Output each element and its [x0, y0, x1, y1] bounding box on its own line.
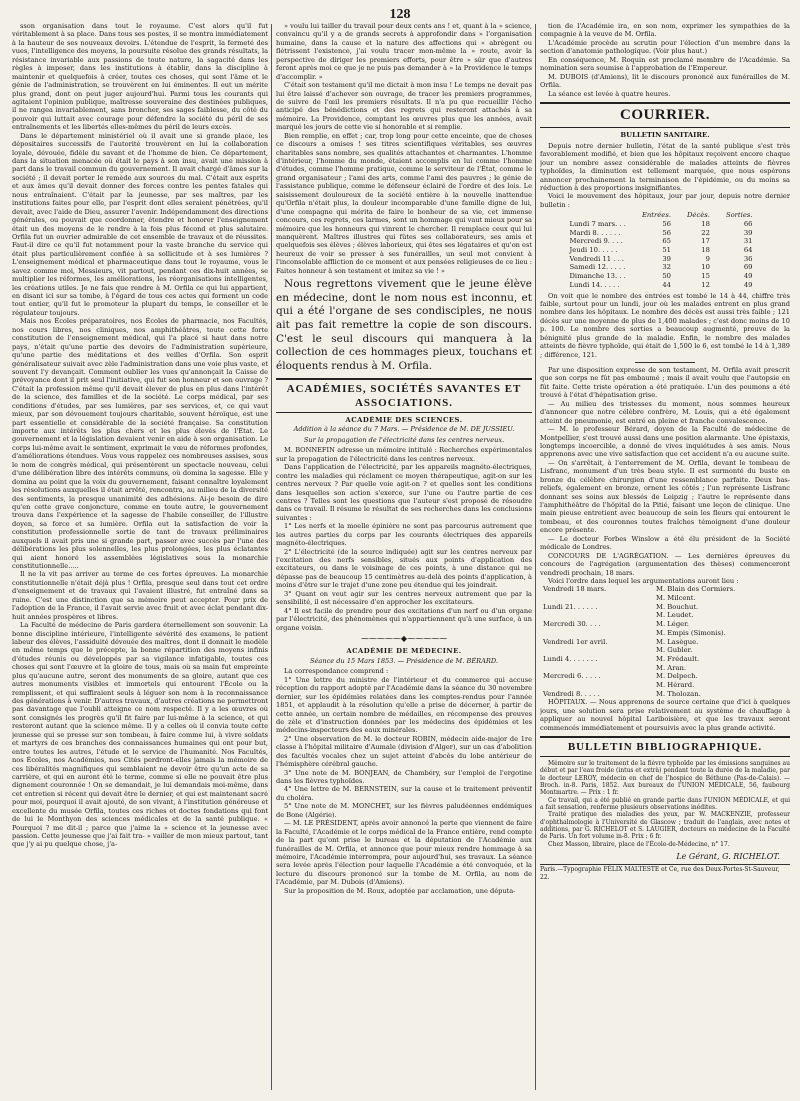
column-right: [540, 22, 790, 1092]
paragraph: La séance est levée à quatre heures.: [548, 89, 671, 98]
section-heading-academies: ACADÉMIES, SOCIÉTÉS SAVANTES ET ASSOCIATIONS.: [276, 378, 532, 413]
session-line: Addition à la séance du 7 Mars. — Présidence de M. DE JUSSIEU.: [293, 425, 515, 434]
table-row: M. Empis (Simonis).: [656, 628, 726, 637]
column-rule: [535, 24, 536, 1090]
paragraph: Bien remplie, en effet ; car, trop long pour cette enceinte, que de choses ce discours a omises ! ses titres scientifiques véritables, ses œuvres charitables sans nombre, ses qualités attachantes et charmantes. L'homme d'intérieur, l'homme du monde, étaient accomplis en lui comme l'homme d'études, comme l'homme pratique, comme le serviteur de l'État, comme le grand organisateur ; l'ami des arts, comme l'ami des pauvres ; le génie de l'assistance publique, comme le défenseur éclairé de l'ordre et des lois. Le saisissement douloureux de la société entière à la nouvelle inattendue qu'Orfila n'était plus, la douleur incomparable d'une famille digne de lui, d'une compagne qui mérita de faire le bonheur de sa vie, cet immense concours, ces regrets, ces larmes, sont un hommage qui vaut mieux pour sa mémoire que les honneurs qui vinrent le chercher. Il remplace ceux qui lui manquèrent. Maîtres illustres qui fûtes ses collaborateurs, ses amis et quelquefois ses élèves ; élèves laborieux, qui êtes ses légataires et qu'on est heureux de voir se presser à ses funérailles, un seul mot convient à l'inconsolable affliction de ce moment et aux pensées religieuses de ce lieu : Faites honneur à son testament et imitez sa vie ! »: [276, 131, 532, 275]
paragraph: M. BONNEFIN adresse un mémoire intitulé : Recherches expérimentales sur la propagation de l'électricité dans les centres nerveux.: [276, 446, 532, 463]
table-row: M. Milcent.: [656, 594, 696, 603]
paragraph: C'était son testament qu'il me dictait à mon insu ! Le temps ne devait pas lui être laissé d'achever son ouvrage, de tracer les premiers programmes, de suivre de l'œil les premiers résultats. Il n'a pu que recueillir l'écho anticipé des bénédictions et des regrets qui resteront attachés à sa mémoire. La Providence, comptant les œuvres plus que les années, avait marqué les jours de cette vie si honorable et si remplie.: [276, 81, 532, 132]
table-row: Vendredi 18 mars. M. Blain des Cormiers.: [543, 585, 736, 594]
table-row: Vendredi 1er avril. M. Lasègue.: [543, 637, 699, 646]
paragraph: sson organisation dans tout le royaume. C'est alors qu'il fut véritablement à sa place. Dans tous ses postes, il se montra immédiatement à la hauteur de ses nouveaux devoirs. L'étendue de l'esprit, la fermeté des vues, l'intelligence des moyens, la poursuite résolue des grands résultats, la résistance invariable aux passions de toute nature, la sagacité dans les règles à imposer, dans les institutions à établir, dans la discipline à maintenir et quelquefois à créer, toutes ces choses, qui sont l'âme et le génie de l'administration, se trouvèrent en lui éminentes. Il eut un mérite plus grand, dont on peut juger aujourd'hui. Parmi tous les courants qui agitaient l'opinion publique, maîtresse souveraine des destinées publiques, il ne rangea invariablement, sans broncher, ses sages faiblesse, du côté du pouvoir qui luttait avec courage pour défendre la société du péril de ses entraînements et les libertés elles-mêmes du péril de leurs excès.: [12, 22, 268, 132]
agregation-schedule: [540, 585, 790, 698]
bibliography-entry: Traité pratique des maladies des yeux, par W. MACKENZIE, professeur d'ophthalmologie à l'Université de Glascow ; traduit de l'anglais, avec notes et additions, par G. RICHELOT et S. LAUGIER, docteurs en médecine de la Faculté de Paris. Un fort volume in-8. Prix : 6 fr.: [540, 811, 790, 841]
academy-sciences-heading: ACADÉMIE DES SCIENCES.: [345, 415, 463, 424]
editor-note: Nous regrettons vivement que le jeune élève en médecine, dont le nom nous est inconnu, et qui a été l'organe de ses condisciples, ne nous ait pas fait remettre la copie de son discours. C'est le seul discours qui manquera à la collection de ces hommages pieux, touchans et éloquents rendus à M. Orfila.: [276, 278, 532, 372]
courrier-heading: COURRIER.: [540, 102, 790, 128]
paragraph: On voit que le nombre des entrées est tombé le 14 à 44, chiffre très faible, surtout pour un lundi, jour où les malades entrent en plus grand nombre dans les hôpitaux. Le nombre des décès est aussi très faible ; 121 décès sur une moyenne de plus de 1,400 malades ; c'est donc moins de 10 p. 100. Le nombre des sorties a beaucoup augmenté, preuve de la bénignité plus grande de la maladie. Enfin, le nombre des malades atteints de fièvre typhoïde, qui était de 1,500 le 6, est tombé le 14 à 1,389 ; différence, 121.: [540, 291, 790, 359]
paragraph: Dans l'application de l'électricité, par les appareils magnéto-électriques, contre les maladies qui réclament ce moyen thérapeutique, agit-on sur les centres nerveux ? Par quelle voie agit-on ? et quelles sont les conditions dans lesquelles son action s'exerce, sur l'une ou l'autre partie de ces centres ? Telles sont les questions que l'auteur s'est proposé de résoudre dans ce travail. Il résume le résultat de ses recherches dans les conclusions suivantes :: [276, 463, 532, 522]
bulletin-sanitaire-heading: BULLETIN SANITAIRE.: [620, 131, 710, 140]
gerant-signature: Le Gérant, G. RICHELOT.: [676, 851, 780, 861]
table-row: M. Hérard.: [656, 680, 695, 689]
paragraph: M. DUBOIS (d'Amiens), lit le discours prononcé aux funérailles de M. Orfila.: [540, 72, 790, 90]
printer-imprint: Paris.—Typographie FÉLIX MALTESTE et Ce, rue des Deux-Portes-St-Sauveur, 22.: [540, 864, 790, 881]
table-row: M. Gubler.: [656, 646, 693, 655]
paragraph: Dans le département ministériel où il avait une si grande place, les dépositaires successifs de l'autorité trouvèrent en lui la collaboration loyale, dévouée, fidèle du savant et de l'homme de bien. Ce département, dans la situation menacée où était le pays à son insu, avait une mission à part dans le travail commun du gouvernement. Il avait chargé d'âmes sur la société ; il devait porter le remède aux sources du mal. C'était aux esprits et aux âmes qu'il devait donner des forces contre les pentes fatales qui nous entraînaient. C'était par la jeunesse, par ses maîtres, par les institutions faites pour elle, par l'esprit dont elles seraient pénétrées, qu'il devait, avec l'aide de Dieu, assurer l'avenir. Indépendamment des directions générales, ou pouvait que coordonner, étendre et honorer l'enseignement était un des moyens de le rendre à la fois plus fécond et plus salutaire. Orfila fut un ouvrier admirable de cet ensemble de travaux et de réussites. Faut-il dire ce qu'il fut notamment pour la vaste branche du service qui était plus particulièrement confiée à sa sollicitude et à ses lumières ? L'enseignement médical et pharmaceutique dans tout le royaume, vous le savez comme moi, Messieurs, vit partout, pendant ces dix-huit années, se multiplier les réformes, les améliorations, les réorganisations intelligentes, les créations utiles. Je ne fais que rendre à M. Orfila ce qui lui appartient, en disant ici sur sa tombe, à l'égard de tous ces actes qui forment un code tout entier, qu'il fut le promoteur la plupart du temps, le conseiller et le régulateur toujours.: [12, 131, 268, 317]
table-row: M. Aran.: [656, 663, 687, 672]
paragraph: HÔPITAUX. — Nous apprenons de source certaine que d'ici à quelques jours, une solution sera prise relativement au système de chauffage à appliquer au nouvel hôpital Lariboisière, et que les travaux seront commencés immédiatement et poursuivis avec la plus grande activité.: [540, 698, 790, 732]
hospital-movement-table: [569, 211, 760, 289]
paragraph: Il ne la vit pas arriver au terme de ces fortes épreuves. La monarchie constitutionnelle n'était déjà plus ! Orfila, presque seul dans tout cet ordre d'enseignement et de travaux qui l'avaient illustré, fut entraîné dans sa ruine. C'est une distinction que sa mémoire peut accepter. Pour prix de l'adoption de la France, il l'avait servie avec fruit et avec éclat pendant dix-huit années prospères et libres.: [12, 570, 268, 621]
table-row: Mercredi 30. . . . M. Léger.: [543, 620, 689, 629]
paragraph: Voici le mouvement des hôpitaux, jour par jour, depuis notre dernier bulletin :: [540, 192, 790, 209]
paragraph: En conséquence, M. Roquin est proclamé membre de l'Académie. Sa nomination sera soumise à l'approbation de l'Empereur.: [540, 55, 790, 73]
column-header: Décès.: [686, 211, 710, 220]
table-row: Jeudi 10. . . . . 51 18 64: [569, 246, 753, 255]
table-row: Vendredi 8. . . . . M. Tholozan.: [543, 689, 701, 698]
table-row: Mardi 8. . . . . . 56 22 39: [569, 228, 753, 237]
table-row: Lundi 7 mars. . . 56 18 66: [569, 220, 753, 228]
paragraph: — Au milieu des tristesses du moment, nous sommes heureux d'annoncer que notre célèbre confrère, M. Louis, qui a été également atteint de pneumonie, est entré en pleine et franche convalescence.: [540, 399, 790, 425]
paragraph: — M. LE PRÉSIDENT, après avoir annoncé la perte que viennent de faire la Faculté, l'Académie et le corps médical de la France entière, rend compte de la part qu'ont prise le bureau et la députation de l'Académie aux funérailles de M. Orfila, et annonce que pour mieux rendre hommage à sa mémoire, l'Académie interrompra, pour aujourd'hui, ses travaux. La séance sera levée après l'élection pour laquelle l'Académie a été convoquée, et la lecture du discours prononcé sur la tombe de M. Orfila, au nom de l'Académie, par M. Dubois (d'Amiens).: [276, 819, 532, 887]
ornament-divider: ⁓⁓⁓⁓⁓◆⁓⁓⁓⁓⁓: [360, 633, 448, 643]
session-line: Séance du 15 Mars 1853. — Présidence de M. BÉRARD.: [309, 656, 499, 665]
paragraph: » voulu lui tailler du travail pour deux cents ans ! et, quant à la » science, convaincu qu'il y a de grands secrets à approfondir dans » l'organisation humaine, dans la cause et la nature des affections qui » abrègent ou flétrissent l'existence, j'ai voulu tracer mon-même la » route, avoir la perspective de diriger les premiers efforts, pour être » sûr que d'autres feront après moi ce que je ne puis pas demander à » la Providence le temps d'accomplir. »: [276, 22, 532, 81]
table-row: Dimanche 13. . . 50 15 49: [569, 272, 753, 281]
paragraph: La Faculté de médecine de Paris gardera éternellement son souvenir. La bonne discipline intérieure, l'intelligente sévérité des examens, le patient labeur des élèves, l'assiduité dévouée des maîtres, dont il donnait le modèle en même temps que le précepte, la bonne répartition des moyens infinis d'études réunis ou développés par sa vigilance infatigable, toutes ces choses qui sont l'œuvre et la gloire de tous, mais où sa main fut empreinte plus qu'aucune autre, seront des monuments de sa gloire, autant que ces autres monuments visibles et immortels qui entourent l'École ou la remplissent, et qui suffiraient seuls à léguer son nom à la reconnaissance des générations à venir. D'autres travaux, d'autres créations ne permettront pas davantage que l'oubli atteigne ce nom respecté. Il y a les œuvres où sont consignés les progrès qu'il fit faire par lui-même à la science, et qui resteront autant que la science même. Il y a celles où il convia toute cette jeunesse qui se presse sur son tombeau, à faire comme lui, à vivre soldats et martyrs de ces branches des connaissances humaines qui ont pour but, entre toutes les autres, l'étude et le service de l'humanité. Nos Facultés, nos Écoles, nos Académies, nos Cités perdront-elles jamais la mémoire de ces libéralités magnifiques qui semblaient ne devoir être qu'un acte de sa carrière, et qui en auront été le terme, comme si elle ne pouvait être plus dignement couronnée ! On se demandait, je lui demandais moi-même, dans cet entretien si récent qui devait être le dernier, et qui est maintenant sacré pour moi, pourquoi il avait ajouté, de son vivant, à l'institution généreuse et excellente du musée Orfila, toutes ces riches et doctes fondations qui font de lui le Monthyon des sciences médicales et de la santé publique. « Pourquoi ? me dit-il ; parce que j'aime la » science et la jeunesse avec passion. Cette jeunesse que j'ai fait tra- » vailler de mon mieux partout, tant que j'y ai pu quelque chose, j'a-: [12, 621, 268, 849]
short-rule: [635, 362, 695, 363]
paragraph: Sur la proposition de M. Roux, adoptée par acclamation, une députa-: [284, 886, 516, 895]
table-row: Lundi 4. . . . . . . M. Frédault.: [543, 654, 700, 663]
page-number: 128: [389, 7, 411, 22]
paragraph: — On s'arrêtait, à l'enterrement de M. Orfila, devant le tombeau de Lisfranc, monument d'un très beau style. Il est surmonté du buste en bronze du célèbre chirurgien d'une ressemblance parfaite. Deux bas-reliefs, également en bronze, ornent les côtés ; l'un représente Lisfranc donnant ses soins aux blessés de Leipzig ; l'autre le représente dans l'amphithéâtre de l'hôpital de la Pitié, faisant une leçon de clinique. Une main pieuse entretient avec beaucoup de soin les fleurs qui entourent le tombeau, et des couronnes toutes fraîches témoignent d'une douleur encore présente.: [540, 458, 790, 535]
bibliography-heading: BULLETIN BIBLIOGRAPHIQUE.: [540, 736, 790, 757]
paragraph: 4° Une lettre de M. BERNSTEIN, sur la cause et le traitement préventif du choléra.: [276, 785, 532, 802]
column-middle: [276, 22, 532, 1092]
paragraph: La correspondance comprend :: [284, 667, 389, 676]
paragraph: 5° Une note de M. MONCHET, sur les fièvres paludéennes endémiques de Bone (Algérie).: [276, 802, 532, 819]
paragraph: 3° Une note de M. BONJEAN, de Chambéry, sur l'emploi de l'ergotine dans les fièvres typhoïdes.: [276, 768, 532, 785]
table-row: Lundi 14. . . . . 44 12 49: [569, 280, 753, 289]
paragraph: 4° Il est facile de prendre pour des excitations d'un nerf ou d'un organe par l'électricité, des phénomènes qui n'appartiennent qu'à une surface, à un organe voisin.: [276, 606, 532, 632]
paragraph: — Le docteur Forbes Winslow a été élu président de la Société médicale de Londres.: [540, 534, 790, 552]
table-row: Lundi 21. . . . . . M. Bouchut.: [543, 602, 699, 611]
bibliography-note: Chez Masson, libraire, place de l'École-de-Médecine, n° 17.: [548, 840, 730, 848]
paragraph: Voici l'ordre dans lequel les argumentations auront lieu :: [548, 576, 739, 585]
column-header: Sorties.: [725, 211, 753, 220]
bibliography-entry: Mémoire sur le traitement de la fièvre typhoïde par les émissions sanguines au début et par l'eau froide (intus et extrà) pendant toute la durée de la maladie, par le docteur LEROY, médecin en chef de l'hospice de Béthune (Pas-de-Calais). — Broch. in-8. Paris, 1852. Aux bureaux de l'UNION MÉDICALE, 56, faubourg Montmartre. — Prix : 1 fr.: [540, 760, 790, 797]
paragraph: 3° Quant on veut agir sur les centres nerveux autrement que par la sensibilité, il est nécessaire d'en approcher les excitateurs.: [276, 589, 532, 607]
paragraph: L'Académie procède au scrutin pour l'élection d'un membre dans la section d'anatomie pathologique. (Voir plus haut.): [540, 38, 790, 56]
paragraph: 2° L'électricité (de la source indiquée) agit sur les centres nerveux par l'excitation des nerfs sensibles, situés aux points d'application des excitateurs, ou dans le voisinage de ces points, à une distance qui ne dépasse pas de beaucoup 15 centimètres au-delà des points d'application, à moins d'être sur le trajet d'une zone peu étendue qui les joindrait.: [276, 547, 532, 590]
paragraph: 2° Une observation de M. le docteur ROBIN, médecin aide-major de 1re classe à l'hôpital militaire d'Aumale (division d'Alger), sur un cas d'abolition des facultés vocales chez un sujet atteint d'abcès du lobe antérieur de l'hémisphère cérébral gauche.: [276, 734, 532, 769]
column-left: [12, 22, 268, 1092]
paragraph: Par une disposition expresse de son testament, M. Orfila avait prescrit que son corps ne fût pas embaumé ; mais il avait voulu que l'autopsie en fût faite. Cette triste opération a été pratiquée. L'un des poumons a été trouvé à l'état d'hépatisation grise.: [540, 366, 790, 400]
paragraph: Depuis notre dernier bulletin, l'état de la santé publique s'est très favorablement modifié, et bien que les hôpitaux reçoivent encore chaque jour un nombre assez considérable de malades atteints de fièvres typhoïdes, la diminution est tellement marquée, que nous espérons annoncer prochainement la terminaison de l'épidémie, ou du moins sa réduction à des proportions insignifiantes.: [540, 141, 790, 192]
table-row: Vendredi 11 . . . 39 9 36: [569, 254, 753, 263]
paragraph: 1° Les nerfs et la moelle épinière ne sont pas parcourus autrement que les autres parties du corps par les courants électriques des appareils magnéto-électriques.: [276, 522, 532, 548]
table-row: Mercredi 6. . . . . M. Delpech.: [543, 672, 698, 681]
table-row: Mercredi 9. . . . 65 17 31: [569, 237, 753, 246]
paragraph: CONCOURS DE L'AGRÉGATION. — Les dernières épreuves du concours de l'agrégation (argumentation des thèses) commenceront vendredi prochain, 18 mars.: [540, 551, 790, 577]
paragraph: tion de l'Académie ira, en son nom, exprimer les sympathies de la compagnie à la veuve de M. Orfila.: [540, 22, 790, 39]
table-row: M. Leudet.: [656, 611, 694, 620]
bibliography-note: Ce travail, qui a été publié en grande partie dans l'UNION MÉDICALE, et qui a fait sensation, renferme plusieurs observations inédites.: [540, 796, 790, 812]
subject-line: Sur la propagation de l'électricité dans les centres nerveux.: [303, 435, 505, 444]
column-header: Entrées.: [641, 211, 671, 220]
column-rule: [271, 24, 272, 1090]
paragraph: — M. le professeur Bérard, doyen de la Faculté de médecine de Montpellier, s'est trouvé aussi dans une position alarmante. Une épistaxis, longtemps incoercible, a donné de vives inquiétudes à ses amis. Nous apprenons avec une vive satisfaction que cet accident n'a eu aucune suite.: [540, 425, 790, 459]
academy-medicine-heading: ACADÉMIE DE MÉDECINE.: [346, 647, 462, 656]
table-row: Samedi 12. . . . . 32 10 69: [569, 263, 753, 272]
paragraph: 1° Une lettre du ministre de l'intérieur et du commerce qui accuse réception du rapport adopté par l'Académie dans la séance du 30 novembre dernier, sur les épidémies relatées dans les comptes-rendus pour l'année 1851, et applaudit à la résolution qu'elle a prise de décerner, à partir de cette année, un certain nombre de médailles, en récompense des preuves de zèle et d'instruction données par les médecins des épidémies et les médecins-inspecteurs des eaux minérales.: [276, 675, 532, 735]
paragraph: Mais nos Écoles préparatoires, nos Écoles de pharmacie, nos Facultés, nos cours libres, nos cliniques, nos amphithéâtres, toute cette forte constitution de l'enseignement médical, qui l'a placé si haut dans notre pays, n'était qu'une partie des devoirs de l'administration supérieure, qu'une partie des méditations et des veilles d'Orfila. Son esprit généralisateur suivait avec zèle l'administration dans une voie plus vaste, et souvent l'y devançait. Comment oublier les vues qu'annonçait la Caisse de prévoyance dont il prit seul l'initiative, qui fut son honneur et son ouvrage ? C'était la profession même qu'il devait élever de plus en plus dans l'intérêt de la science, des familles et de la société. Le corps médical, par ses conditions d'études, par ses lumières, par ses services, et, ce qui vaut mieux, par son dévouement toujours charitable, souvent héroïque, est une part essentielle et considérable de la société française. Sa constitution importe aux intérêts les plus chers et les plus élevés de l'État. Le gouvernement et la législation devaient venir en aide à son organisation. Le corps lui-même avait le sentiment, exprimait le vœu de réformes profondes, d'améliorations étendues. Vous vous rappelez ces nombreuses assises, sous le nom de congrès médical, qui présentèrent un spectacle nouveau, celui d'une délibération libre des intérêts communs, où domina la sagesse. Elle y domina au point que la voix du gouvernement, faisant connaître loyalement les résolutions auxquelles il était arrêté, rencontra, au milieu de la diversité des sentiments, la presque unanimité des adhésions. Ai-je besoin de dire qu'en cette grave conjoncture, comme en toute autre, le gouvernement trouva dans l'expérience et la sagesse de l'habile conseiller, de l'illustre doyen, sa force et sa lumière. Orfila eut la satisfaction de voir la constitution professionnelle sortie de tant de travaux préliminaires auxquels il avait pris une si grande part, passer avec succès par l'une des délibérations les plus solennelles, les plus prolongées, les plus éclatantes qui aient honoré les assemblées législatives sous la monarchie constitutionnelle.....: [12, 317, 268, 570]
